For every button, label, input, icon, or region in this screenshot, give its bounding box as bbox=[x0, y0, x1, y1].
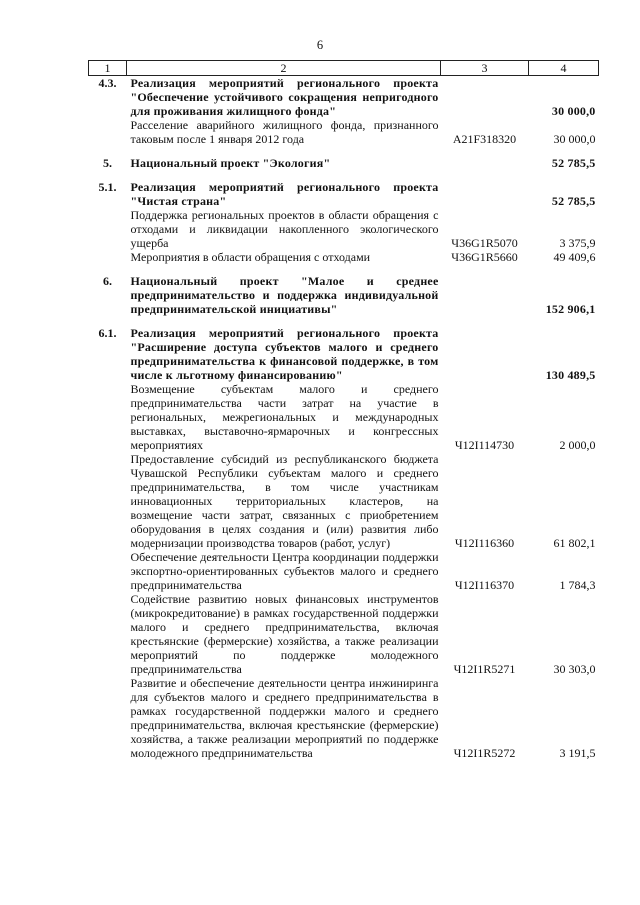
row-amount: 152 906,1 bbox=[545, 302, 596, 316]
row-number: 5.1. bbox=[98, 180, 117, 194]
row-number bbox=[89, 550, 127, 592]
row-number: 6. bbox=[103, 274, 112, 288]
table-row bbox=[89, 592, 599, 676]
row-number bbox=[89, 118, 127, 146]
row-code: A21F318320 bbox=[452, 132, 517, 146]
row-amount: 30 000,0 bbox=[551, 104, 596, 118]
row-amount: 52 785,5 bbox=[551, 156, 596, 170]
table-row bbox=[89, 550, 599, 592]
row-amount: 1 784,3 bbox=[559, 578, 596, 592]
row-amount: 2 000,0 bbox=[559, 438, 596, 452]
row-code: Ч12I1R5272 bbox=[453, 746, 516, 760]
table-row bbox=[89, 250, 599, 264]
header-col-2: 2 bbox=[127, 61, 441, 76]
budget-table bbox=[88, 60, 599, 760]
row-amount: 30 303,0 bbox=[553, 662, 596, 676]
row-title: Реализация мероприятий регионального проекта "Обеспечение устойчивого сокращения непригодного для проживания жилищного фонда" bbox=[130, 76, 439, 118]
row-amount: 3 191,5 bbox=[559, 746, 596, 760]
row-amount: 52 785,5 bbox=[551, 194, 596, 208]
row-number: 6.1. bbox=[98, 326, 117, 340]
row-title: Национальный проект "Экология" bbox=[130, 156, 331, 170]
table-row bbox=[89, 156, 599, 170]
row-number bbox=[89, 382, 127, 452]
row-number bbox=[89, 208, 127, 250]
row-amount: 61 802,1 bbox=[553, 536, 596, 550]
table-row bbox=[89, 274, 599, 316]
row-title: Развитие и обеспечение деятельности центра инжиниринга для субъектов малого и среднего предпринимательства в рамках государственной поддержки малого и среднего предпринимательства, включая крестьянские (фермерские) хозяйства, а также реализации мероприятий по поддержке молодежного предпринимательства bbox=[130, 676, 439, 760]
row-number bbox=[89, 592, 127, 676]
row-title: Возмещение субъектам малого и среднего предпринимательства части затрат на участие в региональных, межрегиональных и международных выставках, выставочно-ярмарочных и конгрессных мероприятиях bbox=[130, 382, 439, 452]
row-amount: 49 409,6 bbox=[553, 250, 596, 264]
row-code: Ч12I1R5271 bbox=[453, 662, 516, 676]
table-row bbox=[89, 180, 599, 208]
table-row bbox=[89, 118, 599, 146]
row-number bbox=[89, 250, 127, 264]
row-title: Расселение аварийного жилищного фонда, признанного таковым после 1 января 2012 года bbox=[130, 118, 439, 146]
table-row bbox=[89, 452, 599, 550]
row-title: Национальный проект "Малое и среднее предпринимательство и поддержка индивидуальной предпринимательской инициативы" bbox=[130, 274, 439, 316]
row-code bbox=[441, 274, 529, 316]
row-code bbox=[441, 180, 529, 208]
table-row bbox=[89, 676, 599, 760]
row-number: 5. bbox=[103, 156, 112, 170]
row-title: Реализация мероприятий регионального проекта "Чистая страна" bbox=[130, 180, 439, 208]
table-row bbox=[89, 76, 599, 119]
row-code: Ч12I116370 bbox=[454, 578, 515, 592]
row-code bbox=[441, 326, 529, 382]
row-title: Реализация мероприятий регионального проекта "Расширение доступа субъектов малого и среднего предпринимательства к финансовой поддержке, в том числе к льготному финансированию" bbox=[130, 326, 439, 382]
row-code: Ч36G1R5070 bbox=[451, 236, 518, 250]
row-title: Мероприятия в области обращения с отходами bbox=[130, 250, 371, 264]
table-row bbox=[89, 326, 599, 382]
row-number bbox=[89, 676, 127, 760]
table-header-row bbox=[89, 61, 599, 76]
row-code bbox=[441, 76, 529, 119]
table-row bbox=[89, 382, 599, 452]
table-row bbox=[89, 208, 599, 250]
row-code: Ч12I116360 bbox=[454, 536, 515, 550]
row-amount: 30 000,0 bbox=[553, 132, 596, 146]
row-title: Содействие развитию новых финансовых инструментов (микрокредитование) в рамках государственной поддержки малого и среднего предпринимательства, включая крестьянские (фермерские) хозяйства, а также реализации мероприятий по поддержке молодежного предпринимательства bbox=[130, 592, 439, 676]
row-amount: 130 489,5 bbox=[545, 368, 596, 382]
row-code: Ч12I114730 bbox=[454, 438, 515, 452]
row-code: Ч36G1R5660 bbox=[451, 250, 518, 264]
row-number: 4.3. bbox=[98, 76, 117, 90]
row-title: Обеспечение деятельности Центра координации поддержки экспортно-ориентированных субъектов малого и среднего предпринимательства bbox=[130, 550, 439, 592]
row-number bbox=[89, 452, 127, 550]
row-title: Предоставление субсидий из республиканского бюджета Чувашской Республики субъектам малого и среднего предпринимательства, в том числе участникам инновационных территориальных кластеров, на возмещение части затрат, связанных с приобретением оборудования в целях создания и (или) развития либо модернизации производства товаров (работ, услуг) bbox=[130, 452, 439, 550]
header-col-4: 4 bbox=[529, 61, 599, 76]
page-number: 6 bbox=[316, 38, 324, 52]
row-amount: 3 375,9 bbox=[559, 236, 596, 250]
header-col-1: 1 bbox=[89, 61, 127, 76]
header-col-3: 3 bbox=[441, 61, 529, 76]
row-title: Поддержка региональных проектов в области обращения с отходами и ликвидации накопленного экологического ущерба bbox=[130, 208, 439, 250]
row-code bbox=[441, 156, 529, 170]
